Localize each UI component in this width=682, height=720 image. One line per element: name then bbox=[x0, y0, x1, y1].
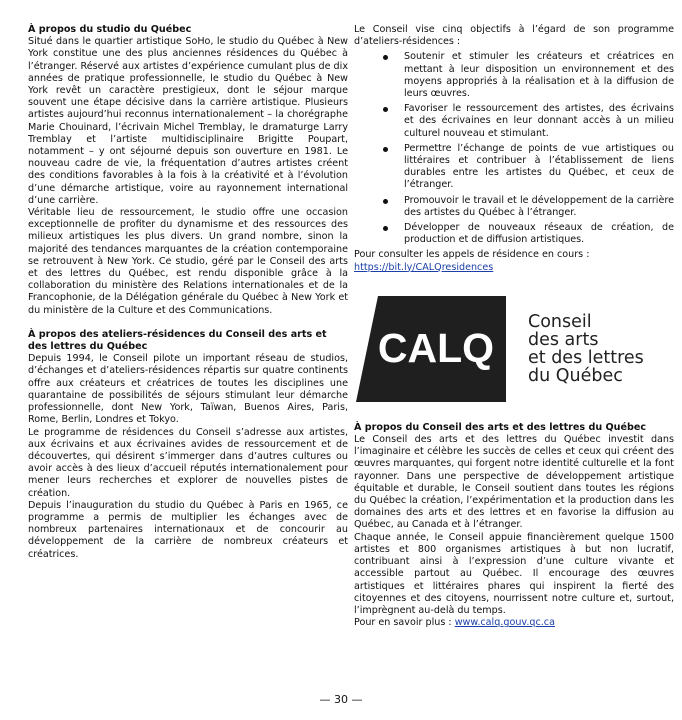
ateliers-residences-paragraph-3: Depuis l’inauguration du studio du Québec à Paris en 1965, ce programme a permis de multiplier les échanges avec de nombreux partenaires internationaux et de concourir au développement de la carrière de nombreux créateurs et créatrices. bbox=[28, 499, 348, 560]
left-column bbox=[28, 24, 348, 561]
more-info-text: Pour en savoir plus : bbox=[354, 617, 452, 629]
objectives-list bbox=[354, 51, 674, 246]
right-column bbox=[354, 24, 674, 629]
calls-text: Pour consulter les appels de résidence en cours : bbox=[354, 249, 590, 261]
objective-item: Promouvoir le travail et le développement de la carrière des artistes du Québec à l’étranger. bbox=[404, 194, 674, 218]
calq-logo bbox=[356, 296, 674, 402]
calls-link[interactable]: https://bit.ly/CALQresidences bbox=[354, 261, 494, 273]
logo-line: et des lettres bbox=[528, 347, 644, 368]
objective-item: Favoriser le ressourcement des artistes, des écrivains et des écrivaines en leur donnant accès à un milieu culturel nouveau et stimulant. bbox=[404, 103, 674, 139]
logo-line: Conseil bbox=[528, 311, 592, 332]
calq-about-paragraph-1: Le Conseil des arts et des lettres du Québec investit dans l’imaginaire et célèbre les succès de celles et ceux qui créent des œuvres marquantes, qui forgent notre identité culturelle et la font rayonner. Dans une perspective de développement artistique équitable et durable, le Conseil soutient dans toutes les régions du Québec la création, l’expérimentation et la production dans les domaines des arts et des lettres et en favorise la diffusion au Québec, au Canada et à l’étranger. bbox=[354, 434, 674, 531]
studio-quebec-paragraph-1: Situé dans le quartier artistique SoHo, le studio du Québec à New York constitue une des plus anciennes résidences du Québec à l’étranger. Réservé aux artistes d’expérience cumulant plus de dix années de pratique professionnelle, le studio du Québec à New York revêt un caractère prestigieux, dont le séjour marque souvent une étape décisive dans la carrière artistique. Plusieurs artistes aujourd’hui reconnus internationalement – la chorégraphe Marie Chouinard, l’écrivain Michel Tremblay, le dramaturge Larry Tremblay et l’artiste multidisciplinaire Brigitte Poupart, notamment – y ont séjourné depuis son ouverture en 1981. Le nouveau cadre de vie, la fréquentation d’autres artistes créent des conditions favorables à la fois à la créativité et à l’évolution d’une démarche artistique, voire au rayonnement international d’une carrière. bbox=[28, 36, 348, 206]
ateliers-residences-paragraph-2: Le programme de résidences du Conseil s’adresse aux artistes, aux écrivains et aux écrivaines avides de ressourcement et de découvertes, qui désirent s’immerger dans d’autres cultures ou avoir accès à des lieux d’accueil réputés internationalement pour mener leurs recherches et explorer de nouvelles pistes de création. bbox=[28, 426, 348, 499]
objective-item: Développer de nouveaux réseaux de création, de production et de diffusion artistiques. bbox=[404, 222, 674, 246]
logo-line: des arts bbox=[528, 329, 599, 350]
ateliers-residences-paragraph-1: Depuis 1994, le Conseil pilote un important réseau de studios, d’échanges et d’ateliers-résidences répartis sur quatre continents offre aux créateurs et créatrices de toutes les disciplines une quarantaine de possibilités de séjours stimulant leur démarche professionnelle, dont New York, Taïwan, Buenos Aires, Paris, Rome, Berlin, Londres et Tokyo. bbox=[28, 353, 348, 426]
calq-about-paragraph-2: Chaque année, le Conseil appuie financièrement quelque 1500 artistes et 800 organismes artistiques à but non lucratif, contribuant ainsi à l’expression d’une culture vivante et accessible partout au Québec. Il encourage des œuvres artistiques et littéraires phares qui inspirent la fierté des citoyennes et des citoyens, nourrissent notre culture et, surtout, l’imprègnent au-delà du temps. bbox=[354, 531, 674, 616]
studio-quebec-paragraph-2: Véritable lieu de ressourcement, le studio offre une occasion exceptionnelle de profiter du dynamisme et des ressources des milieux artistiques les plus divers. Un grand nombre, sinon la majorité des tendances marquantes de la création contemporaine se retrouvent à New York. Ce studio, géré par le Conseil des arts et des lettres du Québec, est rendu disponible grâce à la collaboration du ministère des Relations internationales et de la Francophonie, de la Délégation générale du Québec à New York et du ministère de la Culture et des Communications. bbox=[28, 207, 348, 316]
objective-item: Permettre l’échange de points de vue artistiques ou littéraires et contribuer à l’établissement de liens durables entre les artistes du Québec, et ceux de l’étranger. bbox=[404, 142, 674, 191]
objectives-intro: Le Conseil vise cinq objectifs à l’égard de son programme d’ateliers-résidences : bbox=[354, 24, 674, 48]
studio-quebec-heading: À propos du studio du Québec bbox=[28, 24, 192, 35]
calq-logo-wordmark bbox=[528, 313, 644, 385]
calq-logo-mark bbox=[356, 296, 506, 402]
logo-line: du Québec bbox=[528, 365, 623, 386]
svg-text:CALQ: CALQ bbox=[377, 324, 495, 371]
page-number: — 30 — bbox=[319, 693, 363, 706]
objective-item: Soutenir et stimuler les créateurs et créatrices en mettant à leur disposition un environnement et des moyens appropriés à la réalisation et à la diffusion de leurs œuvres. bbox=[404, 51, 674, 100]
ateliers-residences-heading: À propos des ateliers-résidences du Conseil des arts et des lettres du Québec bbox=[28, 328, 327, 353]
calq-website-link[interactable]: www.calq.gouv.qc.ca bbox=[454, 617, 555, 629]
calq-about-heading: À propos du Conseil des arts et des lettres du Québec bbox=[354, 421, 647, 433]
